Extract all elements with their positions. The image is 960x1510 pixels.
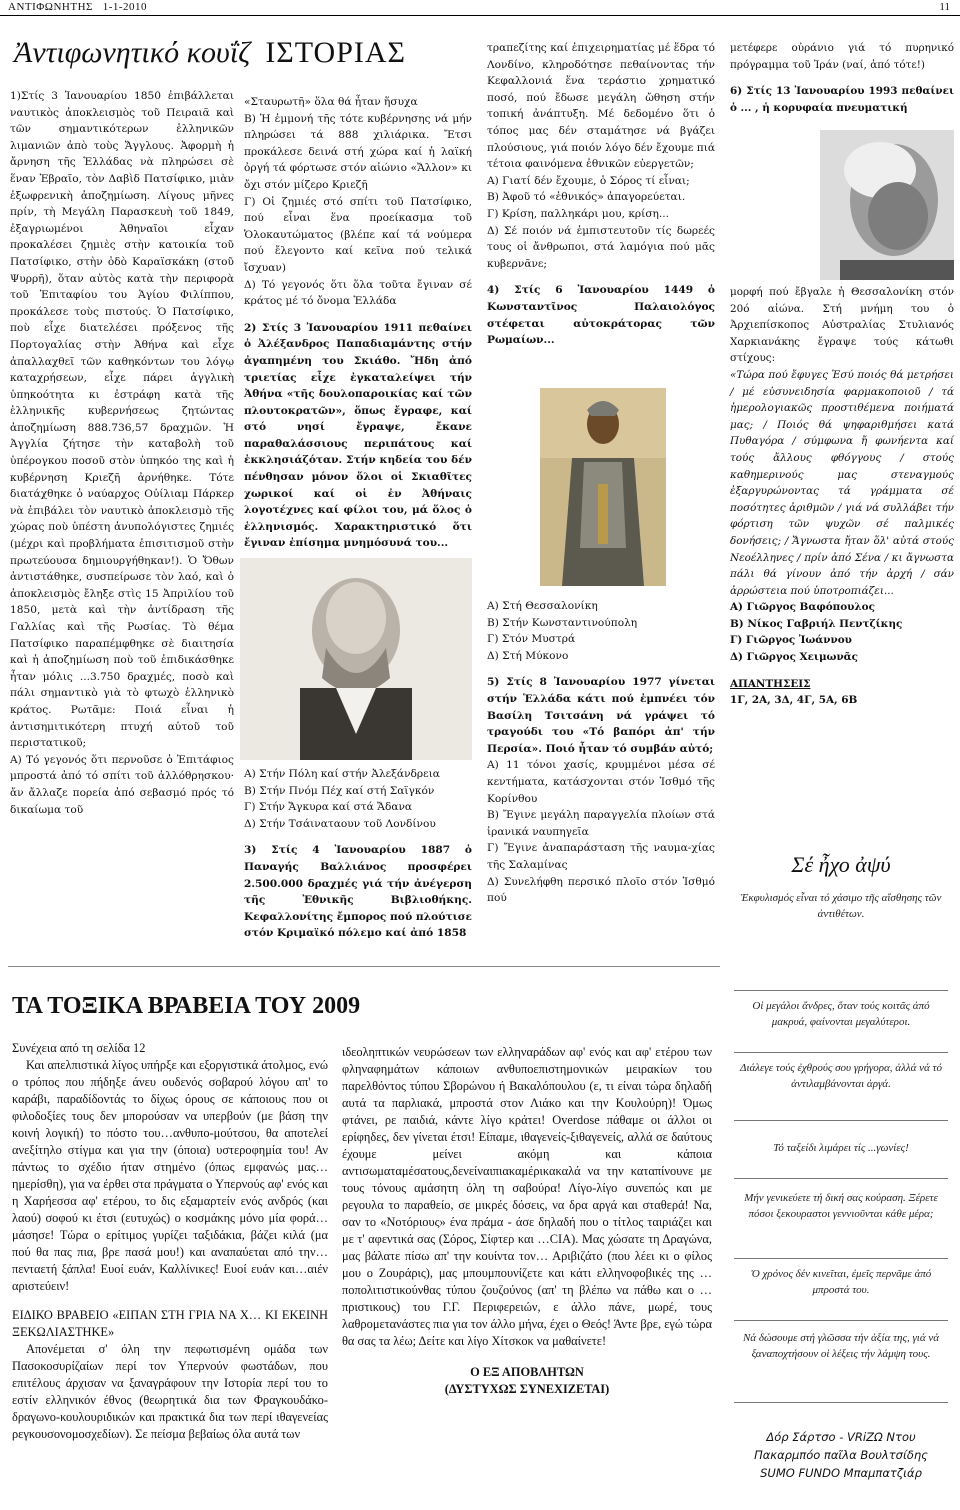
quiz-answer: Β) Νίκος Γαβριήλ Πεντζίκης (730, 617, 903, 630)
portrait-image (240, 558, 472, 760)
quiz-answer: Δ) Στήν Τσάιναταουν τοῦ Λονδίνου (244, 817, 436, 830)
aphorism: Διάλεγε τούς ἐχθρούς σου γρήγορα, ἀλλά νά τό ἀντιλαμβάνονται ἀργά. (740, 1062, 942, 1090)
quiz-answer: Α) Τό γεγονός ὅτι περνοῦσε ὁ Ἐπιτάφιος μπροστά ἀπό τό σπίτι τοῦ ἀλλόθρησκου· ἄν ἄλλαζε πορεία ἀπό σεβασμό πρός τό δικαίωμα τοῦ (10, 753, 234, 816)
quiz-answer: Δ) Στή Μύκονο (487, 649, 569, 662)
papadiamantis-photo (240, 558, 472, 760)
quiz-answer: «Σταυρωτῆ» ὅλα θά ἦταν ἥσυχα (244, 96, 418, 108)
aphorism: Ἐκφυλισμός εἶναι τό χάσιμο τῆς αἴσθησης τῶν ἀντιθέτων. (740, 892, 942, 920)
divider (734, 1120, 948, 1121)
quiz-column-1 (10, 88, 234, 818)
quiz-answer: μετέφερε οὐράνιο γιά τό πυρηνικό πρόγραμμα τοῦ Ἰράν (ναί, ἀπό τότε!) (730, 42, 954, 71)
quiz-answer: Α) Γιατί δέν ἔχουμε, ὁ Σόρος τί εἶναι; (487, 174, 690, 187)
section-divider (8, 966, 720, 967)
page-number: 11 (939, 1, 950, 13)
quiz-answer: Β) Στήν Πνόμ Πέχ καί στή Σαϊγκόν (244, 784, 435, 797)
quiz-title: Ἀντιφωνητικό κουΐζ ΙΣΤΟΡΙΑΣ (14, 36, 407, 69)
divider (734, 1258, 948, 1259)
divider (734, 1052, 948, 1053)
awards-paragraph: ιδεοληπτικών νευρώσεων των ελληναράδων αφ' ενός και αφ' ετέρου των φληναφημάτων κάποιων ανθυποεπιστημονικών μειρακίων του παρελθόντος τύπου Σβορώνου ή Βακαλόπουλου (ε, τι είναι τώρα δηλαδή αυτά τα παρλιακά, μπροστά στον Λιάκο και την Κουλούρη)! Όμως φτάνει, ρε παιδιά, κάντε λίγο κράτει! Overdose πάθαμε οι άλλοι οι ερίφηδες, δεν γίνεται έτσι! Είπαμε, ιθαγενείς-ξιθαγενείς, αλλά σε δαύτους έχουμε μείνει ακόμη και κάποια αντισωματαμέσατους,δενείναιπιακαμέρικακαλά να την καταπίνουνε με τους τόνους αμάσητη όλη τη σαβούρα! Λίγο-λίγο συνεπώς και με ρεγουλα το παραθείο, σε μικρές δόσεις, να δρα αργά και σταθερά! Να, σαν το «Νοτόριους» ένα πράμα - άσε δηλαδή που ο τίτλος ταιριάζει και με τ' αφεντικά σας (Σόρος, Σίφτερ και …CIA). Μας χώσατε τη Δραγώνα, μας βάλατε πίσω απ' την κουίντα τον… Αριβιζάτο (που λέει κι ο φίλος μου ο Ζουράρις), μας μπουμπουνίζετε και κάτι ελληνοφοβικές της …ποπολιτιστικούνθας τύπου ζουζούνος (απ' τη βλέπω να πάθω και ο …πριστικους) του Γ.Γ. Περιφερειών, ε άλλο πάνε, μωρέ, τους λαθρομετανάστες πια για τον άλλο μήνα, έχει ο Θεός! Άντε βρε, εγώ τώρα θα σας τα λέω; Δείτε και λίγο Χίτσκοκ να μαθαίνετε! (342, 1045, 712, 1348)
credit-line: SUMO FUNDO Μπαμπατζιάρ (760, 1466, 922, 1480)
quiz-question-3: 3) Στίς 4 Ἰανουαρίου 1887 ὁ Παναγής Βαλλιάνος προσφέρει 2.500.000 δραχμές γιά τήν ἀνέγερση τῆς Ἐθνικῆς Βιβλιοθήκης. Κεφαλλονίτης ἔμπορος πού πλούτισε στόν Κριμαϊκό πόλεμο καί ἀπό 1858 (244, 844, 472, 940)
aphorism: Τό ταξείδι λιμάρει τίς ...γωνίες! (773, 1142, 909, 1154)
palaiologos-painting (540, 388, 666, 586)
quiz-answer: Δ) Σέ ποιόν νά ἐμπιστευτοῦν τίς δωρεές τους οἱ ἄνθρωποι, στά λαμόγια πού μᾶς κυβερνᾶνε; (487, 224, 715, 270)
divider (734, 1320, 948, 1321)
answers-label: ΑΠΑΝΤΗΣΕΙΣ (730, 677, 811, 690)
quiz-answer: Δ) Συνελήφθη περσικό πλοῖο στόν Ἰσθμό πού (487, 875, 715, 905)
divider (734, 990, 948, 991)
quiz-answer: Β) Ἔγινε μεγάλη παραγγελία πλοίων στά ἰρανικά ναυπηγεῖα (487, 809, 715, 838)
author-note: (ΔΥΣΤΥΧΩΣ ΣΥΝΕΧΙΖΕΤΑΙ) (444, 1382, 610, 1396)
emperor-image (540, 388, 666, 586)
quiz-answer: Α) Γιῶργος Βαφόπουλος (730, 601, 875, 614)
quiz-answer: Γ) Οἱ ζημιές στό σπίτι τοῦ Πατσίφικο, πού εἶναι ἕνα προείκασμα τοῦ Ὁλοκαυτώματος (βλέπε καί τά νούμερα πού ἔλεγοντο καί κεῖνα πού τελικά ἴσχυαν) (244, 195, 472, 274)
awards-column-2 (342, 1044, 712, 1398)
awards-paragraph: Απονέμεται σ' όλη την πεφωτισμένη ομάδα των Πασοκοσυρίζαίων περί τον Υπερνούν φωστάδων, που επιτέλους άρχισαν να ξαναγράφουν την Ιστορία περί του το εστίν ελληνικόν έθνος (θεωρητικά δια των Φραγκουδάκο-δραγωνο-κουλουριδικών και πρακτικά δια των περί ιθαγενείας ρεγκουσονομοσχεδίων). Σε πείσμα βεβαίως όλα αυτά των (12, 1342, 328, 1441)
quiz-answer: Γ) Στήν Ἄγκυρα καί στά Ἄδανα (244, 801, 413, 814)
quiz-answer: Α) Στή Θεσσαλονίκη (487, 600, 598, 612)
quiz-column-3-lower (487, 598, 715, 907)
quiz-question-2: 2) Στίς 3 Ἰανουαρίου 1911 πεθαίνει ὁ Ἀλέξανδρος Παπαδιαμάντης στήν ἀγαπημένη του Σκιάθο. Ἤδη ἀπό τριετίας εἶχε ἐγκαταλείψει τήν Ἀθήνα «τῆς δουλοπαροικίας καί τῶν πλουτοκρατῶν», ὅπως ἔγραφε, καί στό νησί ἔγραψε, ἔκανε παραθαλάσσιους περιπάτους καί ἐκκλησιάζόταν. Στήν κηδεία του δέν πένθησαν μόνον ὅλοι οἱ Σκιαθῖτες χωρικοί καί οἱ ἐν Ἀθήναις λογοτέχνες καί φίλοι του, μά ὅλος ὁ ἑλληνισμός. Χαρακτηριστικό ὅτι ἔγιναν ἐπίσημα μνημόσυνά του... (244, 321, 472, 550)
awards-paragraph: Και απελπιστικά λίγος υπήρξε και εξοργιστικά άτολμος, ενώ ο τρόπος που πήδηξε άνευ ουδενός σοβαρού λόγου απ' το καράβι, παραδίδοντάς το δίχως όρους σε κάποιους που οι φιλοδοξίες τους δεν μπορούσαν να υπερβούν (με βάση την κοινή λογική) το πόστο του…ανθυπο-μούτσου, θα αποτελεί ανεξίτηλο στίγμα και για την (όποια) υστεροφημία του! Αν πάντως το σχέδιο ήταν στημένο (όπως εμφανώς μας…ημερίσθη), για να έρθει στα πράγματα ο Υπερνούς αφ' ενός και η Χαρήεσσα αφ' ετέρου, το δις εξαμαρτείν ενός ανδρός (και λαού) σοφού κι έτσι (ευτυχώς) ο κοσμάκης μόνο μία φορά…μάσησε! Τώρα ο ερίτιμος γυρίζει ταξιδάκια, βάζει κιλά (μα πού θα πας πια, βρε πασά μου!) και αναπαύεται από την…πενταετή ξάπλα! Ευοί ευάν, Καλλίνικες! Ευοί ευάν και…αιέν αριστεύειν! (12, 1058, 328, 1293)
quiz-answer: Γ) Κρίση, παλληκάρι μου, κρίση... (487, 207, 669, 220)
answers-value: 1Γ, 2Α, 3Δ, 4Γ, 5Α, 6Β (730, 694, 858, 707)
quiz-answer: Α) 11 τόνοι χασίς, κρυμμένοι μέσα σέ κεντήματα, κατάσχονται στόν Ἰσθμό τῆς Κορίνθου (487, 759, 715, 805)
poem-quote: «Τώρα πού ἔφυγες Ἐσύ ποιός θά μετρήσει / μέ εὐσυνειδησία φαρμακοποιοῦ / τά ἡμερολογιακῶς προστιθέμενα ποιήματά μας; / Ποιός θά ψηφαριθμήσει κατά Πυθαγόρα / σύμφωνα ἤ φωνήεντα καί τούς ἄλλους φθόγγους / στούς καθημερινούς μας στεναγμούς ἐξαργυρώνοντας τά γράμματα σέ ποσότητες ἀριθμῶν / γιά νά συλλάβει τήν φόρτιση τῶν ψυχῶν σέ παλμικές δονήσεις; / Ἄγνωστα ἤταν ὅλ' αὐτά στούς Νεοέλληνες / πρίν ἀπό Σένα / κι ἄγνωστα πάλι θά γίνουν ἀπό τήν ἀρχή / σάν ἀρρώστεια πού ὑποτροπιάζει... (730, 368, 954, 597)
quiz-answer: Δ) Γιῶργος Χειμωνᾶς (730, 651, 858, 664)
quiz-column-2-lower (244, 766, 472, 942)
portrait-image (820, 130, 954, 280)
quiz-question-6: 6) Στίς 13 Ἰανουαρίου 1993 πεθαίνει ὁ ... , ἡ κορυφαία πνευματική (730, 85, 954, 114)
quiz-question-3-cont: τραπεζίτης καί ἐπιχειρηματίας μέ ἕδρα τό Λονδίνο, κληροδότησε πεθαίνοντας τήν Κεφαλλονιά ἕνα τεράστιο χρηματικό ποσό, πού ἔδωσε μεγάλη ὤθηση στήν τοπική ἀνάπτυξη. Μέ δεδομένο ὅτι ὁ τόπος μας δέν σταμάτησε νά βγάζει πλούσιους, γιά ποιόν λόγο δέν ἔχουμε πιά τέτοια φαινόμενα ἐθνικῶν εὐεργετῶν; (487, 42, 715, 171)
quiz-answer: Δ) Τό γεγονός ὅτι ὅλα τοῦτα ἔγιναν σέ κράτος μέ τό ὄνομα Ἑλλάδα (244, 278, 472, 308)
quiz-column-2 (244, 94, 472, 552)
quiz-column-4 (730, 40, 954, 116)
credit-line: Πακαρμπόο παῖλα Βουλτσίδης (754, 1448, 928, 1462)
quiz-question-5: 5) Στίς 8 Ἰανουαρίου 1977 γίνεται στήν Ἑλλάδα κάτι πού ἐμπνέει τόν Βασίλη Τσιτσάνη νά γράψει τό τραγούδι του «Τό βαπόρι ἀπ' τήν Περσία». Ποιό ἦταν τό συμβάν αὐτό; (487, 676, 715, 755)
quiz-question-1: 1)Στίς 3 Ἰανουαρίου 1850 ἐπιβάλλεται ναυτικὸς ἀποκλεισμὸς τοῦ Πειραιᾶ καὶ τῶν σημαντικότερων ἑλληνικῶν λιμανιῶν ἀπὸ τοὺς Ἄγγλους. Ἀφορμὴ ἡ ἄρνηση τῆς Ἑλλάδας νὰ πληρώσει σὲ ἕναν Ἑβραῖο, τὸν Δαβὶδ Πατσίφικο, μιὰν ἐξωφρενικὴ ἀποζημίωση. Λίγους μῆνες πρίν, τὴ Μεγάλη Παρασκευὴ τοῦ 1849, ἐξαγριωμένοι Ἀθηναῖοι εἶχαν προκαλέσει ζημιὲς στὴν κατοικία τοῦ Πατσίφικο, στὴν ὁδὸ Καραϊσκάκη (στοῦ Ψυρρῆ), ὅταν αὐτὸς κατὰ τὴν περιφορὰ τοῦ Ἐπιταφίου του Ἁγίου Φιλίππου, προκάλεσε τοὺς πιστούς. Ὁ Πατσίφικο, ποὺ εἶχε διατελέσει πρόξενος τῆς Πορτογαλίας στὴν Ἀθήνα καὶ εἶχε ἀπαλλαχθεῖ τῶν καθηκόντων του λόγῳ καταχρήσεων, εἶχε πάρει ἀγγλικὴ ὑπηκοότητα κι ἐστράφη κατὰ τῆς ἑλληνικῆς κυβερνήσεως ζητώντας ἀποζημίωση 888.736,57 δραχμῶν. Ἡ Ἀγγλία ζήτησε τὴν καταβολὴ τοῦ ὑπέρογκου ποσοῦ στὸν ὑπηκόο της καὶ ἡ κυβέρνηση Κριεζῆ ἀρνήθηκε. Τότε διατάχθηκε ὁ ναύαρχος Οὐίλιαμ Πάρκερ νὰ ἐπιβάλει τὸν ναυτικὸ ἀποκλεισμὸ τῆς χώρας ποὺ ὑπέστη ἀνυπολόγιστες ζημιές (μέχρι καὶ προβλήματα ἐπισιτισμοῦ στὴν πρωτεύουσα δημιουργήθηκαν!). Ὁ Ὄθων ἀντιστάθηκε, συσπείρωσε τὸν λαό, καὶ ὁ ἀποκλεισμὸς ἔληξε στὶς 15 Ἀπριλίου τοῦ 1850, μετὰ καὶ τὴν ἀντίδραση τῆς Γαλλίας καὶ τῆς Ρωσίας. Τὸ θέμα Πατσίφικο παραπέμφθηκε σὲ διαιτησία καὶ ἡ ἀποζημίωση ποὺ τοῦ ἐπιδικάσθηκε ἦταν μόλις ...3.750 δραχμές, ποσὸ καὶ πάλι σημαντικὸ γιὰ τὸ φτωχὸ ἑλληνικὸ κράτος. Ρωτᾶμε: Ποιά εἶναι ἡ ἀντισημιτικότερη πτυχή αὐτοῦ τοῦ περιστατικοῦ; (10, 90, 234, 750)
page-header (0, 0, 960, 16)
continuation-note: Συνέχεια από τη σελίδα 12 (12, 1041, 146, 1055)
quiz-column-3 (487, 40, 715, 349)
quiz-answer: Γ) Γιῶργος Ἰωάννου (730, 634, 852, 647)
aphorism: Ὁ χρόνος δέν κινεῖται, ἐμεῖς περνᾶμε ἀπό μπροστά του. (750, 1268, 932, 1296)
aphorism: Μήν γενικεύετε τή δική σας κούραση. Ξέρετε πόσοι ξεκουραστοι γεννιοῦνται κάθε μέρα; (744, 1192, 938, 1220)
credit-line: Δόρ Σάρτσο - VRiZΩ Ντου (766, 1430, 916, 1444)
paper-name-date: ΑΝΤΙΦΩΝΗΤΗΣ 1-1-2010 (8, 1, 148, 13)
quiz-column-4-lower (730, 284, 954, 709)
special-award-heading: ΕΙΔΙΚΟ ΒΡΑΒΕΙΟ «ΕΙΠΑΝ ΣΤΗ ΓΡΙΑ ΝΑ Χ… ΚΙ ΕΚΕΙΝΗ ΞΕΚΩΛΙΑΣΤΗΚΕ» (12, 1308, 328, 1339)
divider (734, 1178, 948, 1179)
awards-title: ΤΑ ΤΟΞΙΚΑ ΒΡΑΒΕΙΑ ΤΟΥ 2009 (12, 993, 361, 1019)
vafopoulos-photo (820, 130, 954, 280)
divider (734, 1402, 948, 1403)
aphorism: Οἱ μεγάλοι ἄνδρες, ὅταν τούς κοιτᾶς ἀπό μακρυά, φαίνονται μεγαλύτεροι. (752, 1000, 930, 1028)
quiz-answer: Α) Στήν Πόλη καί στήν Ἀλεξάνδρεια (244, 768, 440, 780)
awards-column-1 (12, 1040, 328, 1443)
quiz-answer: Β) Ἀφοῦ τό «ἐθνικός» ἀπαγορεύεται. (487, 191, 686, 204)
quiz-answer: Γ) Στόν Μυστρά (487, 633, 576, 646)
aphorisms-title: Σέ ἦχο ἀψύ (791, 852, 891, 877)
author-signature: Ο ΕΞ ΑΠΟΒΛΗΤΩΝ (470, 1365, 584, 1379)
quiz-answer: Β) Στήν Κωνσταντινούπολη (487, 616, 638, 629)
quiz-answer: Β) Ἡ ἐμμονή τῆς τότε κυβέρνησης νά μήν πληρώσει τά 888 χιλιάρικα. Ἔτσι προκάλεσε δεινά στή χώρα καί ἡ λαϊκή ὀργή τά φόρτωσε στόν αἰώνιο «Ἄλλον» κι ὄχι στόν μίζερο Κριεζῆ (244, 112, 472, 191)
quiz-question-4: 4) Στίς 6 Ἰανουαρίου 1449 ὁ Κωνσταντῖνος Παλαιολόγος στέφεται αὐτοκράτορας τῶν Ρωμαίων... (487, 284, 715, 347)
aphorisms-box (726, 840, 956, 1506)
quiz-question-6-cont: μορφή πού ἔβγαλε ἡ Θεσσαλονίκη στόν 20ό αἰώνα. Στή μνήμη του ὁ Ἀρχιεπίσκοπος Αὐστραλίας Στυλιανός Χαρκιανάκης ἔγραψε τούς κάτωθι στίχους: (730, 286, 954, 365)
aphorism: Νά δώσουμε στή γλῶσσα τήν ἀξία της, γιά νά ξαναποχτήσουν οἱ λέξεις τήν λάμψη τους. (742, 1332, 940, 1360)
credits (726, 1428, 956, 1482)
quiz-answer: Γ) Ἔγινε ἀναπαράσταση τῆς ναυμα-χίας τῆς Σαλαμίνας (487, 842, 715, 871)
